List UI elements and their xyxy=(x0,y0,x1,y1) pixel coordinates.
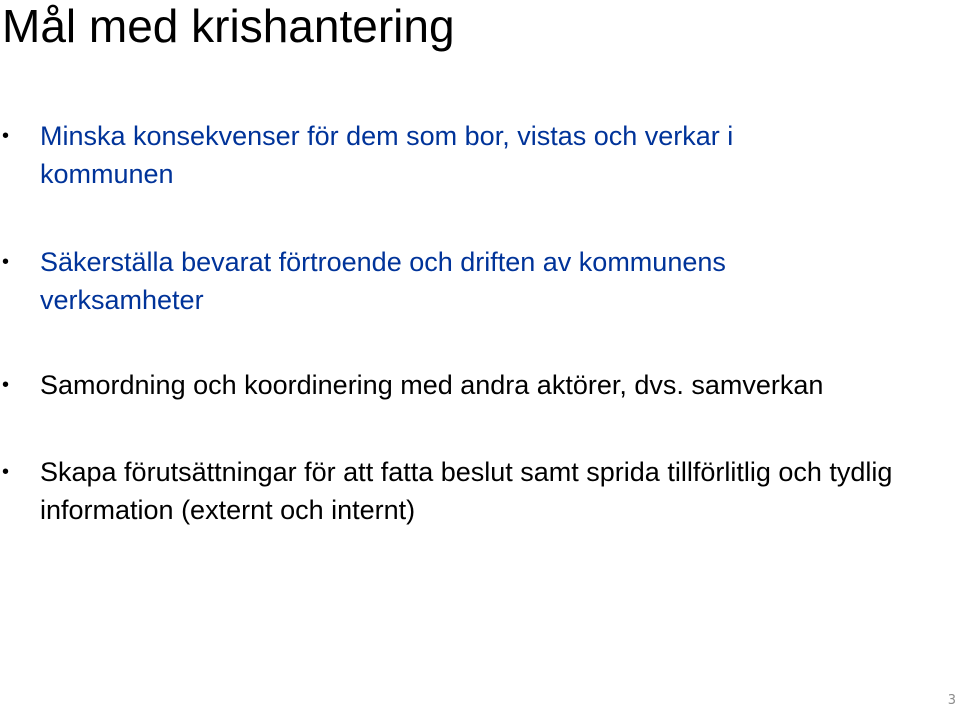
bullet-text: Minska konsekvenser för dem som bor, vistas och verkar i kommunen xyxy=(40,121,734,189)
bullet-dot-icon: • xyxy=(2,374,10,396)
bullet-dot-icon: • xyxy=(2,125,10,147)
bullet-dot-icon: • xyxy=(2,461,10,483)
page-number: 3 xyxy=(947,693,956,708)
bullet-text: Säkerställa bevarat förtroende och driften av kommunens verksamheter xyxy=(40,247,726,315)
bullet-dot-icon: • xyxy=(2,251,10,273)
bullet-text: Samordning och koordinering med andra aktörer, dvs. samverkan xyxy=(40,370,824,400)
bullet-text: Skapa förutsättningar för att fatta beslut samt sprida tillförlitlig och tydlig information (externt och internt) xyxy=(40,457,893,525)
slide-title: Mål med krishantering xyxy=(2,0,455,52)
